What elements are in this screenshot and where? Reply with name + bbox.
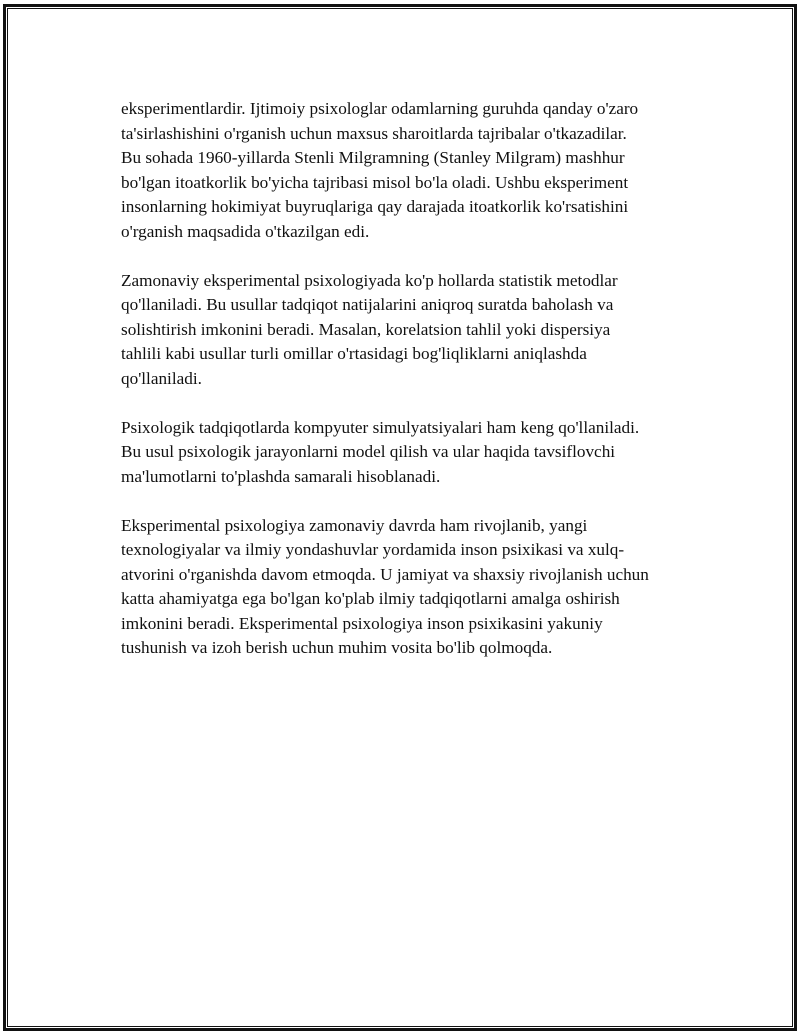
paragraph-line: eksperimentlardir. Ijtimoiy psixologlar odamlarning guruhda qanday o'zaro	[121, 99, 639, 118]
paragraph-3	[121, 416, 696, 490]
page-frame	[3, 4, 797, 1031]
paragraph-line: tahlili kabi usullar turli omillar o'rtasidagi bog'liqliklarni aniqlashda	[121, 344, 587, 363]
document-body	[121, 97, 696, 685]
paragraph-line: Bu usul psixologik jarayonlarni model qilish va ular haqida tavsiflovchi	[121, 442, 616, 461]
paragraph-line: texnologiyalar va ilmiy yondashuvlar yordamida inson psixikasi va xulq-	[121, 540, 625, 559]
paragraph-1	[121, 97, 696, 244]
paragraph-line: Psixologik tadqiqotlarda kompyuter simulyatsiyalari ham keng qo'llaniladi.	[121, 417, 640, 437]
paragraph-line: imkonini beradi. Eksperimental psixologiya inson psixikasini yakuniy	[121, 613, 603, 633]
paragraph-line: solishtirish imkonini beradi. Masalan, korelatsion tahlil yoki dispersiya	[121, 319, 611, 339]
paragraph-line: qo'llaniladi.	[121, 368, 202, 388]
paragraph-line: Eksperimental psixologiya zamonaviy davrda ham rivojlanib, yangi	[121, 515, 588, 535]
paragraph-line: Bu sohada 1960-yillarda Stenli Milgramning (Stanley Milgram) mashhur	[121, 148, 625, 167]
paragraph-line: tushunish va izoh berish uchun muhim vosita bo'lib qolmoqda.	[121, 638, 553, 657]
paragraph-line: o'rganish maqsadida o'tkazilgan edi.	[121, 221, 370, 241]
paragraph-line: insonlarning hokimiyat buyruqlariga qay darajada itoatkorlik ko'rsatishini	[121, 197, 629, 216]
paragraph-line: Zamonaviy eksperimental psixologiyada ko'p hollarda statistik metodlar	[121, 270, 618, 290]
paragraph-line: ma'lumotlarni to'plashda samarali hisoblanadi.	[121, 466, 441, 486]
paragraph-line: katta ahamiyatga ega bo'lgan ko'plab ilmiy tadqiqotlarni amalga oshirish	[121, 589, 620, 608]
paragraph-line: atvorini o'rganishda davom etmoqda. U jamiyat va shaxsiy rivojlanish uchun	[121, 564, 649, 584]
paragraph-4	[121, 514, 696, 661]
paragraph-line: ta'sirlashishini o'rganish uchun maxsus sharoitlarda tajribalar o'tkazadilar.	[121, 123, 627, 143]
paragraph-2	[121, 269, 696, 392]
paragraph-line: bo'lgan itoatkorlik bo'yicha tajribasi misol bo'la oladi. Ushbu eksperiment	[121, 172, 629, 192]
paragraph-line: qo'llaniladi. Bu usullar tadqiqot natijalarini aniqroq suratda baholash va	[121, 295, 614, 314]
